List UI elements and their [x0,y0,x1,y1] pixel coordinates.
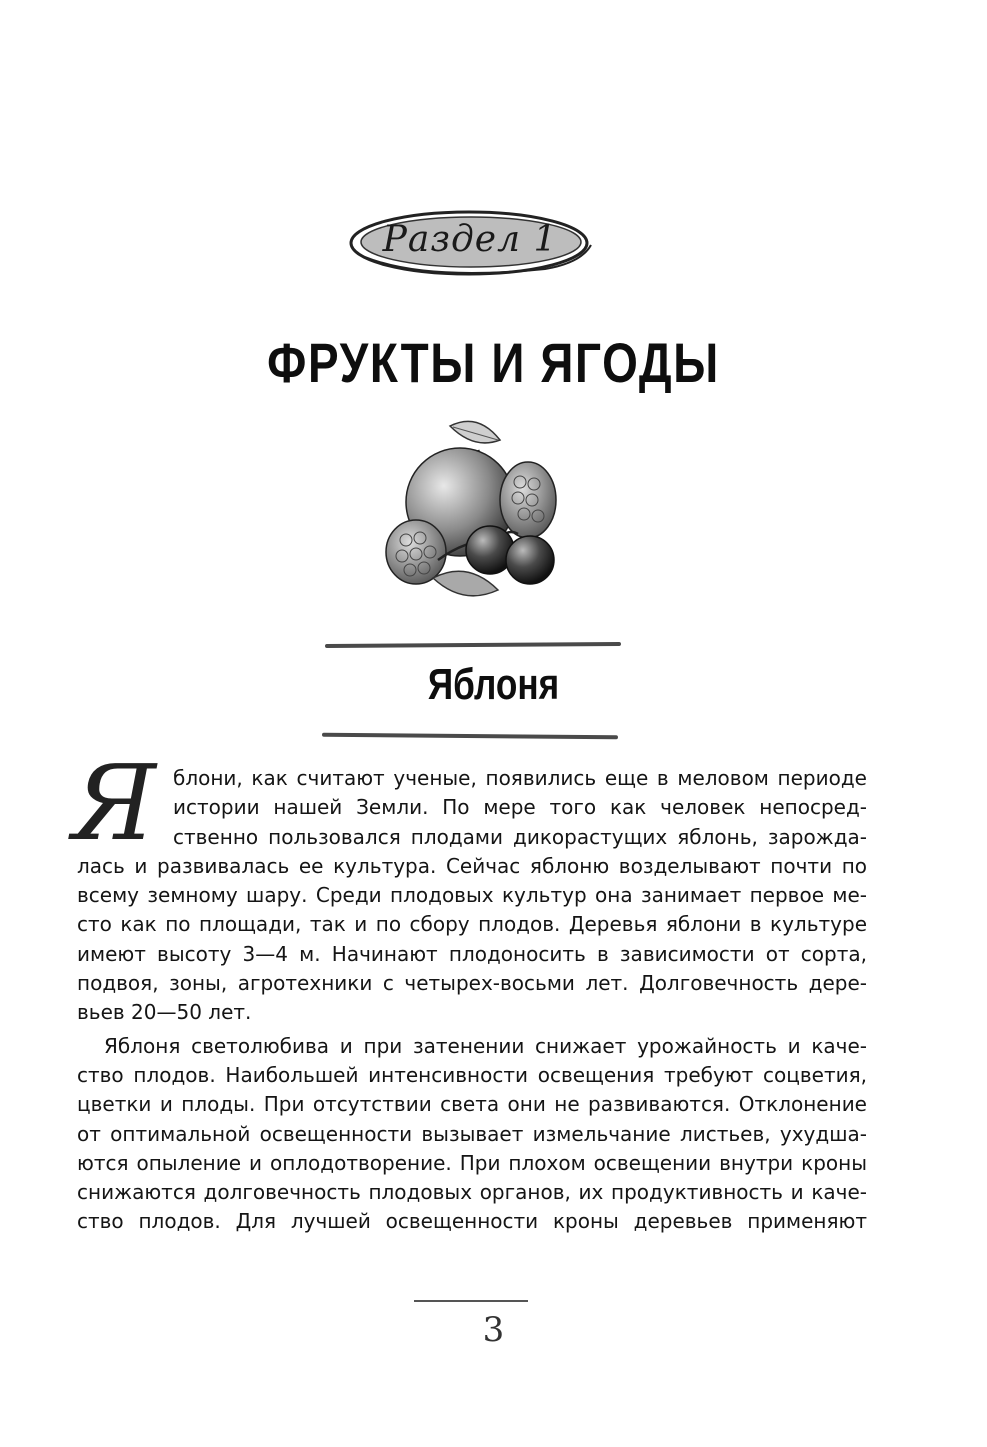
section-label: Раздел 1 [382,219,558,260]
body-line: подвоя, зоны, агротехники с четырех-восьми лет. Долговечность дере- [77,971,867,996]
page-number-rule [414,1300,528,1302]
body-line: истории нашей Земли. По мере того как человек непосред- [173,795,867,820]
body-line: снижаются долговечность плодовых органов, их продуктивность и каче- [77,1180,867,1205]
body-line: всему земному шару. Среди плодовых культур она занимает первое ме- [77,883,867,908]
body-line: от оптимальной освещенности вызывает измельчание листьев, ухудша- [77,1121,867,1146]
fruit-cluster-illustration [378,410,578,610]
page-number: 3 [482,1310,505,1350]
body-line: ются опыление и оплодотворение. При плохом освещении внутри кроны [77,1150,867,1175]
chapter-title: ФРУКТЫ И ЯГОДЫ [267,331,720,394]
body-line: лась и развивалась ее культура. Сейчас яблоню возделывают почти по [77,853,867,878]
body-line: вьев 20—50 лет. [77,1000,252,1025]
article-title: Яблоня [427,660,560,709]
body-line: цветки и плоды. При отсутствии света они не развиваются. Отклонение [77,1092,867,1117]
body-line: ство плодов. Наибольшей интенсивности освещения требуют соцветия, [77,1062,867,1087]
section-badge [345,205,595,280]
body-line: сто как по площади, так и по сбору плодов. Деревья яблони в культуре [77,912,867,937]
fruit-cluster-icon [378,410,578,610]
body-line: ственно пользовался плодами дикорастущих яблонь, зарожда- [173,824,867,849]
title-rule-top [325,642,621,648]
body-line: Яблоня светолюбива и при затенении снижает урожайность и каче- [104,1033,867,1058]
dropcap: Я [72,742,156,864]
article-body [77,764,867,1237]
body-line: имеют высоту 3—4 м. Начинают плодоносить в зависимости от сорта, [77,941,867,966]
title-rule-bottom [322,733,618,740]
body-line: блони, как считают ученые, появились еще в меловом периоде [173,766,867,790]
body-line: ство плодов. Для лучшей освещенности кроны деревьев применяют [77,1209,867,1234]
